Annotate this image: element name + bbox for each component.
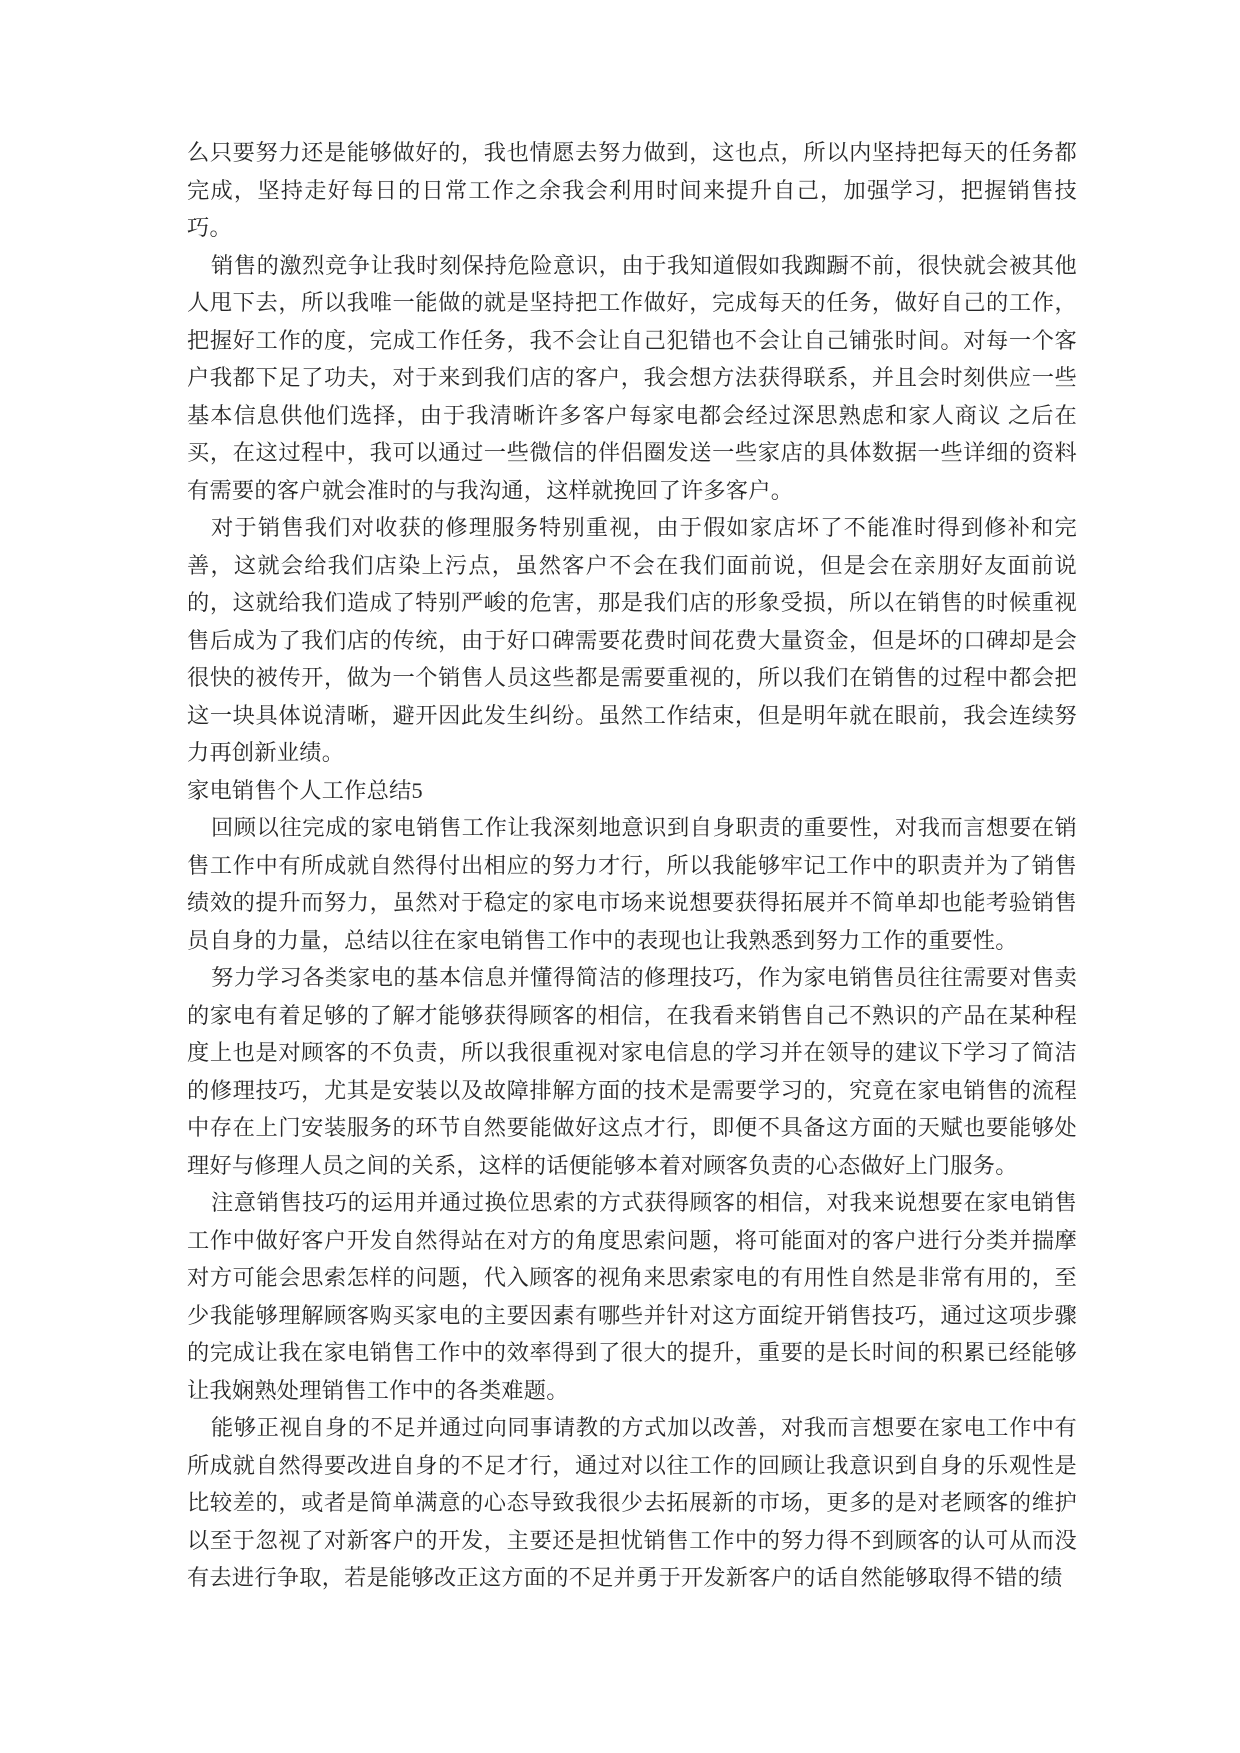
paragraph: 努力学习各类家电的基本信息并懂得简洁的修理技巧，作为家电销售员往往需要对售卖的家电有着足够的了解才能够获得顾客的相信，在我看来销售自己不熟识的产品在某种程度上也是对顾客的不负责，所以我很重视对家电信息的学习并在领导的建议下学习了简洁的修理技巧，尤其是安装以及故障排解方面的技术是需要学习的，究竟在家电销售的流程中存在上门安装服务的环节自然要能做好这点才行，即便不具备这方面的天赋也要能够处理好与修理人员之间的关系，这样的话便能够本着对顾客负责的心态做好上门服务。	[187, 965, 1077, 1178]
paragraph: 回顾以往完成的家电销售工作让我深刻地意识到自身职责的重要性，对我而言想要在销售工作中有所成就自然得付出相应的努力才行，所以我能够牢记工作中的职责并为了销售绩效的提升而努力，虽然对于稳定的家电市场来说想要获得拓展并不简单却也能考验销售员自身的力量，总结以往在家电销售工作中的表现也让我熟悉到努力工作的重要性。	[187, 815, 1077, 953]
document-body	[187, 134, 1077, 1597]
section-heading: 家电销售个人工作总结5	[187, 777, 423, 803]
paragraph: 能够正视自身的不足并通过向同事请教的方式加以改善，对我而言想要在家电工作中有所成就自然得要改进自身的不足才行，通过对以往工作的回顾让我意识到自身的乐观性是比较差的，或者是简单满意的心态导致我很少去拓展新的市场，更多的是对老顾客的维护以至于忽视了对新客户的开发，主要还是担忧销售工作中的努力得不到顾客的认可从而没有去进行争取，若是能够改正这方面的不足并勇于开发新客户的话自然能够取得不错的绩	[187, 1415, 1077, 1590]
paragraph: 注意销售技巧的运用并通过换位思索的方式获得顾客的相信，对我来说想要在家电销售工作中做好客户开发自然得站在对方的角度思索问题，将可能面对的客户进行分类并揣摩对方可能会思索怎样的问题，代入顾客的视角来思索家电的有用性自然是非常有用的，至少我能够理解顾客购买家电的主要因素有哪些并针对这方面绽开销售技巧，通过这项步骤的完成让我在家电销售工作中的效率得到了很大的提升，重要的是长时间的积累已经能够让我娴熟处理销售工作中的各类难题。	[187, 1190, 1077, 1403]
paragraph: 对于销售我们对收获的修理服务特别重视，由于假如家店坏了不能准时得到修补和完善，这就会给我们店染上污点，虽然客户不会在我们面前说，但是会在亲朋好友面前说的，这就给我们造成了特别严峻的危害，那是我们店的形象受损，所以在销售的时候重视售后成为了我们店的传统，由于好口碑需要花费时间花费大量资金，但是坏的口碑却是会很快的被传开，做为一个销售人员这些都是需要重视的，所以我们在销售的过程中都会把这一块具体说清晰，避开因此发生纠纷。虽然工作结束，但是明年就在眼前，我会连续努力再创新业绩。	[187, 515, 1077, 765]
paragraph: 么只要努力还是能够做好的，我也情愿去努力做到，这也点，所以内坚持把每天的任务都完成，坚持走好每日的日常工作之余我会利用时间来提升自己，加强学习，把握销售技巧。	[187, 140, 1077, 240]
paragraph: 销售的激烈竞争让我时刻保持危险意识，由于我知道假如我踟蹰不前，很快就会被其他人甩下去，所以我唯一能做的就是坚持把工作做好，完成每天的任务，做好自己的工作，把握好工作的度，完成工作任务，我不会让自己犯错也不会让自己铺张时间。对每一个客户我都下足了功夫，对于来到我们店的客户，我会想方法获得联系，并且会时刻供应一些基本信息供他们选择，由于我清晰许多客户每家电都会经过深思熟虑和家人商议 之后在买，在这过程中，我可以通过一些微信的伴侣圈发送一些家店的具体数据一些详细的资料有需要的客户就会准时的与我沟通，这样就挽回了许多客户。	[187, 252, 1077, 503]
